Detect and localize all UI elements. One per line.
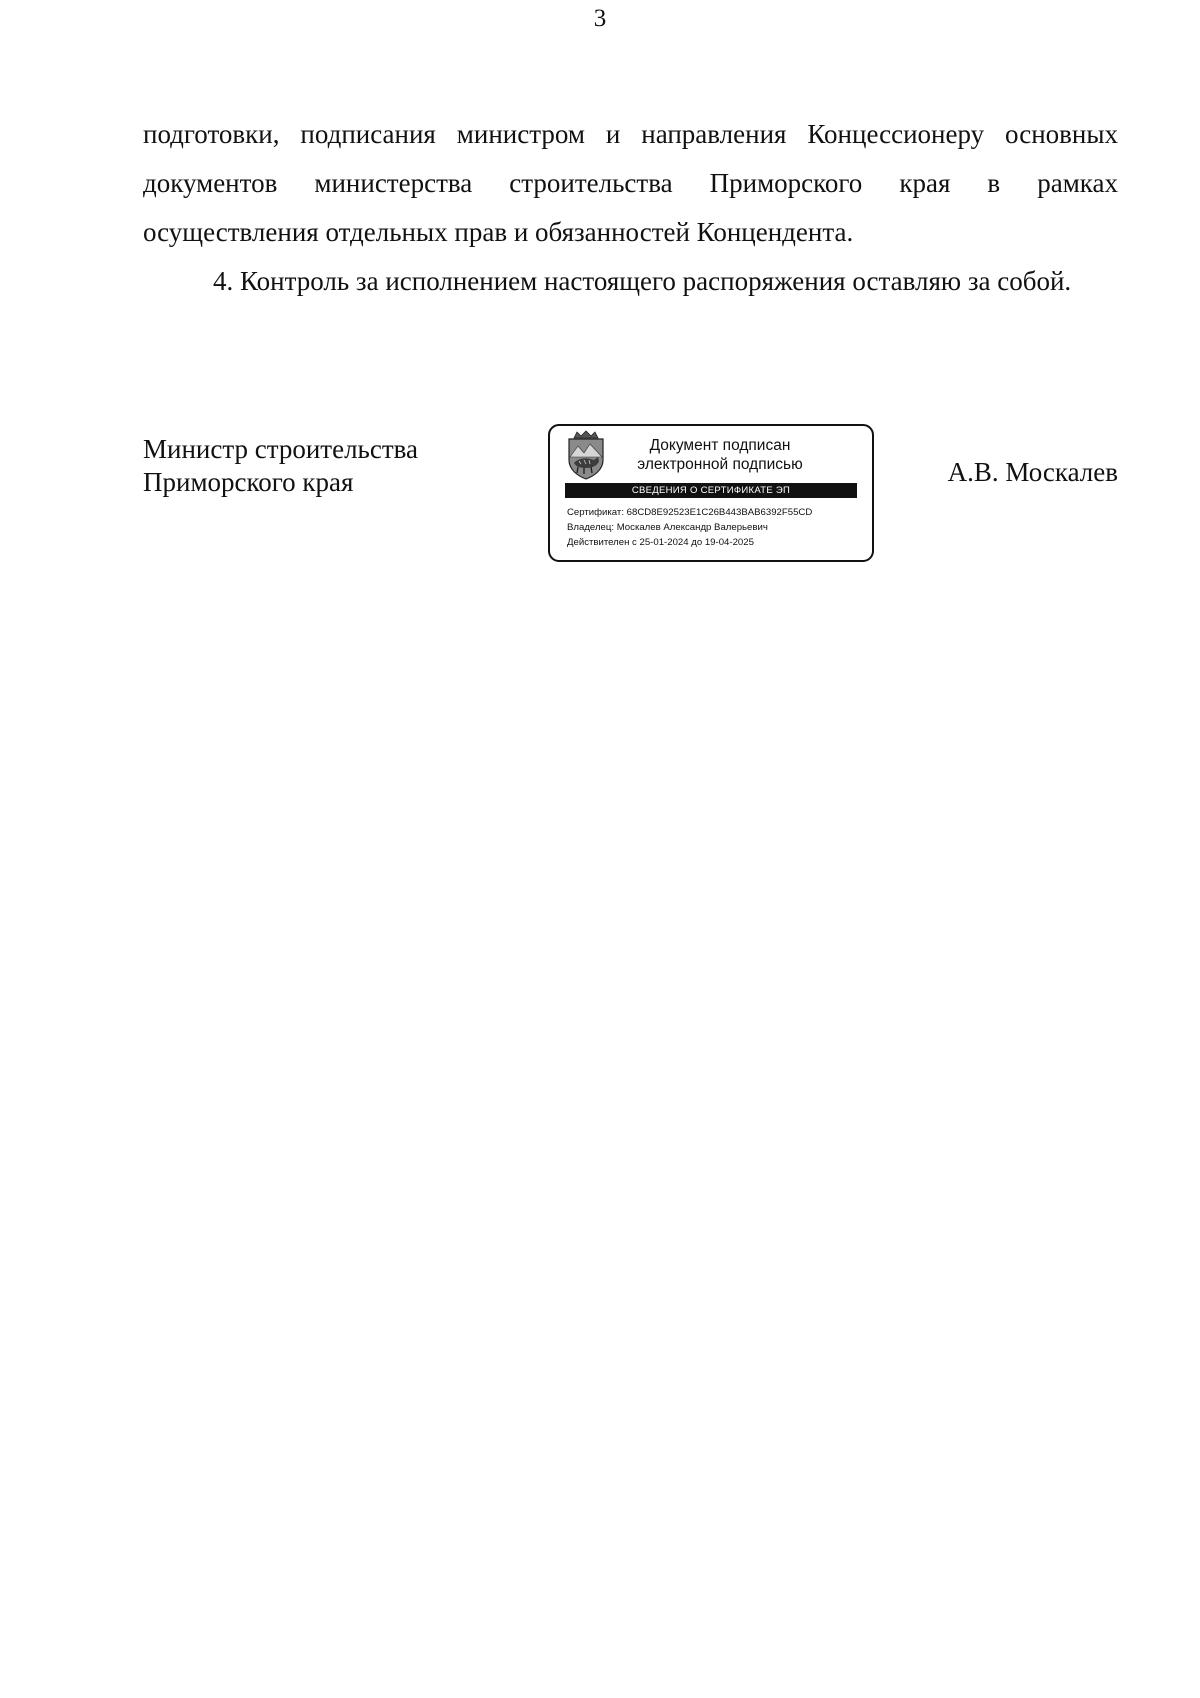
certificate-owner: Владелец: Москалев Александр Валерьевич (567, 522, 768, 533)
stamp-title (612, 436, 828, 474)
page-number: 3 (593, 5, 607, 32)
document-body (143, 110, 1118, 306)
signatory-position-line1: Министр строительства (143, 434, 419, 464)
signatory-name: А.В. Москалев (947, 457, 1118, 487)
stamp-title-line2: электронной подписью (637, 456, 803, 473)
electronic-signature-stamp (548, 424, 874, 562)
paragraph-continuation: подготовки, подписания министром и направления Концессионеру основных документов министерства строительства Приморского края в рамках осуществления отдельных прав и обязанностей Концендента. (143, 119, 1118, 247)
signatory-position (143, 433, 418, 499)
coat-of-arms-icon (565, 430, 607, 480)
certificate-serial: Сертификат: 68CD8E92523E1C26B443BAB6392F55CD (567, 507, 813, 518)
stamp-title-line1: Документ подписан (649, 437, 791, 454)
paragraph-item-4: 4. Контроль за исполнением настоящего распоряжения оставляю за собой. (213, 266, 1072, 296)
signatory-position-line2: Приморского края (143, 467, 354, 497)
certificate-details (567, 505, 812, 550)
certificate-info-header: СВЕДЕНИЯ О СЕРТИФИКАТЕ ЭП (565, 483, 857, 498)
certificate-validity: Действителен с 25-01-2024 до 19-04-2025 (567, 537, 754, 548)
